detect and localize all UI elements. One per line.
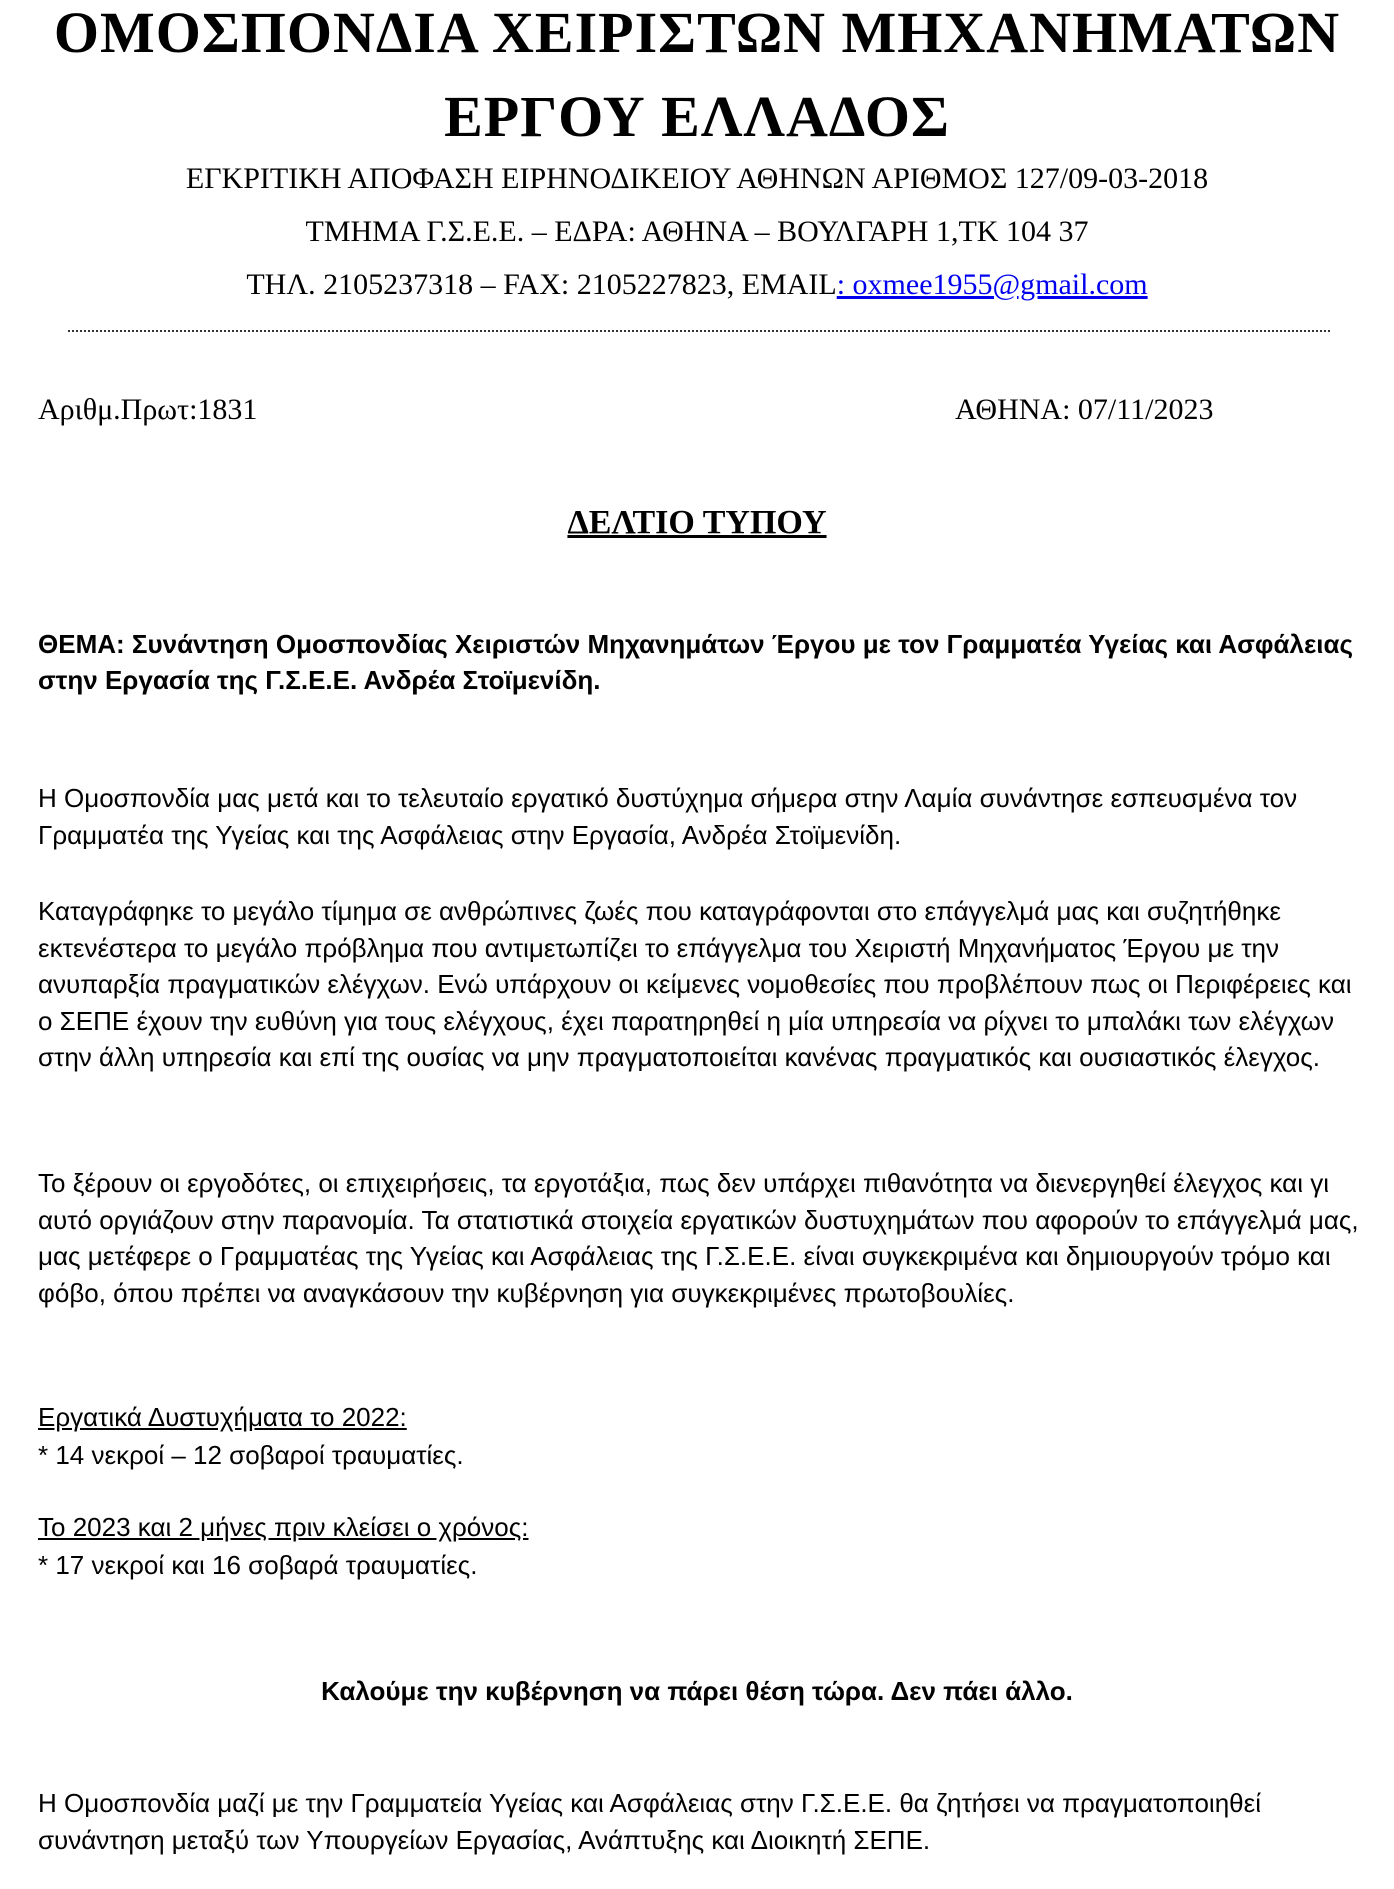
contact-phone-fax: ΤΗΛ. 2105237318 – FAX: 2105227823, EMAIL [246,268,837,301]
header-divider [68,320,1330,332]
stats-2022-label: Εργατικά Δυστυχήματα το 2022: [38,1402,407,1432]
contact-line [0,270,1394,300]
stats-2022-value: * 14 νεκροί – 12 σοβαροί τραυματίες. [38,1440,464,1470]
paragraph-2: Καταγράφηκε το μεγάλο τίμημα σε ανθρώπινες ζωές που καταγράφονται στο επάγγελμά μας και συζητήθηκε εκτενέστερα το μεγάλο πρόβλημα που αντιμετωπίζει το επάγγελμα του Χειριστή Μηχανήματος Έργου με την ανυπαρξία πραγματικών ελέγχων. Ενώ υπάρχουν οι κείμενες νομοθεσίες που προβλέπουν πως οι Περιφέρειες και ο ΣΕΠΕ έχουν την ευθύνη για τους ελέγχους, έχει παρατηρηθεί η μία υπηρεσία να ρίχνει το μπαλάκι των ελέγχων στην άλλη υπηρεσία και επί της ουσίας να μην πραγματοποιείται κανένας πραγματικός και ουσιαστικός έλεγχος. [38,896,1352,1072]
paragraph-4: Η Ομοσπονδία μαζί με την Γραμματεία Υγείας και Ασφάλειας στην Γ.Σ.Ε.Ε. θα ζητήσει να πραγματοποιηθεί συνάντηση μεταξύ των Υπουργείων Εργασίας, Ανάπτυξης και Διοικητή ΣΕΠΕ. [38,1788,1261,1855]
document-title: ΔΕΛΤΙΟ ΤΥΠΟΥ [567,504,827,541]
subject-line: ΘΕΜΑ: Συνάντηση Ομοσπονδίας Χειριστών Μηχανημάτων Έργου με τον Γραμματέα Υγείας και Ασφάλειας στην Εργασία της Γ.Σ.Ε.Ε. Ανδρέα Στοϊμενίδη. [38,629,1354,695]
approval-decision: ΕΓΚΡΙΤΙΚΗ ΑΠΟΦΑΣΗ ΕΙΡΗΝΟΔΙΚΕΙΟΥ ΑΘΗΝΩΝ ΑΡΙΘΜΟΣ 127/09-03-2018 [185,162,1209,195]
paragraph-1: Η Ομοσπονδία μας μετά και το τελευταίο εργατικό δυστύχημα σήμερα στην Λαμία συνάντησε εσπευσμένα τον Γραμματέα της Υγείας και της Ασφάλειας στην Εργασία, Ανδρέα Στοϊμενίδη. [38,783,1298,850]
stats-2023-label: Το 2023 και 2 μήνες πριν κλείσει ο χρόνος: [38,1512,529,1542]
paragraph-3: Το ξέρουν οι εργοδότες, οι επιχειρήσεις, τα εργοτάξια, πως δεν υπάρχει πιθανότητα να διενεργηθεί έλεγχος και γι αυτό οργιάζουν στην παρανομία. Τα στατιστικά στοιχεία εργατικών δυστυχημάτων που αφορούν το επάγγελμά μας, μας μετέφερε ο Γραμματέας της Υγείας και Ασφάλειας της Γ.Σ.Ε.Ε. είναι συγκεκριμένα και δημιουργούν τρόμο και φόβο, όπου πρέπει να αναγκάσουν την κυβέρνηση για συγκεκριμένες πρωτοβουλίες. [38,1168,1359,1308]
seat-address: ΤΜΗΜΑ Γ.Σ.Ε.Ε. – ΕΔΡΑ: ΑΘΗΝΑ – ΒΟΥΛΓΑΡΗ 1,ΤΚ 104 37 [305,215,1089,248]
organization-title-line1: ΟΜΟΣΠΟΝΔΙΑ ΧΕΙΡΙΣΤΩΝ ΜΗΧΑΝΗΜΑΤΩΝ [53,0,1341,65]
email-link[interactable]: : oxmee1955@gmail.com [836,268,1148,301]
stats-2023-value: * 17 νεκροί και 16 σοβαρά τραυματίες. [38,1550,478,1580]
organization-title-line2: ΕΡΓΟΥ ΕΛΛΑΔΟΣ [444,84,950,149]
protocol-number: Αριθμ.Πρωτ:1831 [38,393,258,426]
call-to-action: Καλούμε την κυβέρνηση να πάρει θέση τώρα. Δεν πάει άλλο. [321,1676,1073,1706]
document-date: ΑΘΗΝΑ: 07/11/2023 [955,393,1214,426]
